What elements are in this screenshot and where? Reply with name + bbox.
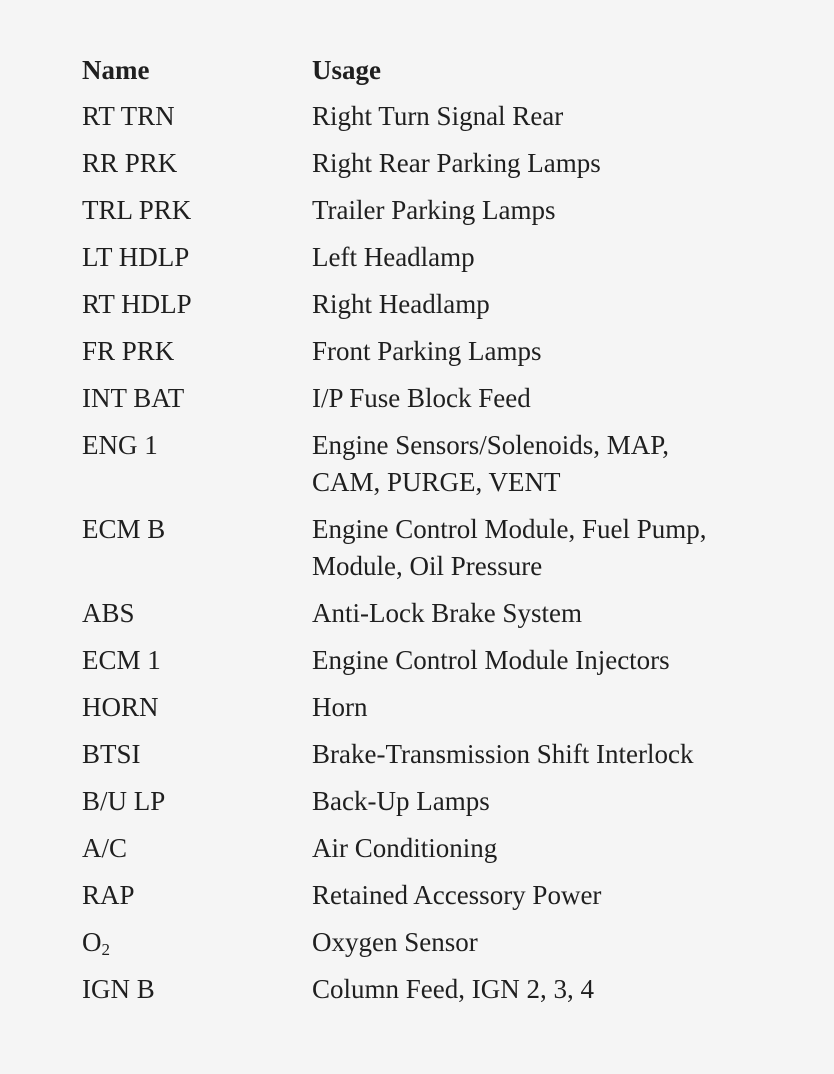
- fuse-usage-line: Module, Oil Pressure: [312, 551, 543, 581]
- fuse-usage: I/P Fuse Block Feed: [312, 383, 531, 413]
- fuse-name: ABS: [82, 598, 135, 628]
- fuse-name: ECM 1: [82, 645, 161, 675]
- fuse-usage: Horn: [312, 692, 368, 722]
- table-row: [82, 98, 822, 145]
- fuse-name-base: O: [82, 927, 102, 957]
- fuse-name: ENG 1: [82, 430, 158, 460]
- fuse-name: B/U LP: [82, 786, 166, 816]
- fuse-usage: Air Conditioning: [312, 833, 498, 863]
- fuse-usage: Column Feed, IGN 2, 3, 4: [312, 974, 594, 1004]
- fuse-usage: Anti-Lock Brake System: [312, 598, 582, 628]
- fuse-usage: Engine Control Module Injectors: [312, 645, 670, 675]
- fuse-usage: Right Turn Signal Rear: [312, 101, 564, 131]
- fuse-name: FR PRK: [82, 336, 175, 366]
- fuse-name: RR PRK: [82, 148, 178, 178]
- fuse-usage: [312, 427, 822, 501]
- fuse-usage-line: Engine Control Module, Fuel Pump,: [312, 514, 707, 544]
- fuse-name: TRL PRK: [82, 195, 192, 225]
- fuse-name: RT HDLP: [82, 289, 192, 319]
- table-row: [82, 924, 822, 971]
- usage-column-header: Usage: [312, 55, 381, 85]
- fuse-usage: Trailer Parking Lamps: [312, 195, 556, 225]
- fuse-usage-line: CAM, PURGE, VENT: [312, 467, 561, 497]
- table-row: [82, 877, 822, 924]
- table-row: [82, 427, 822, 511]
- table-header-row: [82, 52, 822, 98]
- fuse-name: RT TRN: [82, 101, 175, 131]
- fuse-name: BTSI: [82, 739, 141, 769]
- table-row: [82, 689, 822, 736]
- table-row: [82, 286, 822, 333]
- fuse-usage: Retained Accessory Power: [312, 880, 602, 910]
- table-row: [82, 333, 822, 380]
- table-row: [82, 971, 822, 1018]
- fuse-name: INT BAT: [82, 383, 185, 413]
- table-row: [82, 783, 822, 830]
- fuse-usage: Back-Up Lamps: [312, 786, 490, 816]
- fuse-name: [82, 924, 312, 961]
- fuse-usage: [312, 511, 822, 585]
- fuse-name: RAP: [82, 880, 135, 910]
- fuse-name: ECM B: [82, 514, 166, 544]
- fuse-usage: Right Rear Parking Lamps: [312, 148, 601, 178]
- fuse-usage: Front Parking Lamps: [312, 336, 542, 366]
- table-row: [82, 595, 822, 642]
- fuse-usage-line: Engine Sensors/Solenoids, MAP,: [312, 430, 670, 460]
- name-column-header: Name: [82, 55, 150, 85]
- table-row: [82, 380, 822, 427]
- table-row: [82, 736, 822, 783]
- fuse-name: LT HDLP: [82, 242, 190, 272]
- fuse-name: IGN B: [82, 974, 155, 1004]
- table-row: [82, 642, 822, 689]
- table-row: [82, 192, 822, 239]
- table-row: [82, 511, 822, 595]
- table-row: [82, 145, 822, 192]
- table-row: [82, 830, 822, 877]
- fuse-usage-table: [82, 52, 822, 1018]
- fuse-usage: Oxygen Sensor: [312, 927, 478, 957]
- table-row: [82, 239, 822, 286]
- fuse-name-subscript: 2: [101, 940, 110, 959]
- fuse-usage: Left Headlamp: [312, 242, 475, 272]
- fuse-name: A/C: [82, 833, 128, 863]
- fuse-name: HORN: [82, 692, 159, 722]
- fuse-usage: Brake-Transmission Shift Interlock: [312, 739, 694, 769]
- fuse-usage: Right Headlamp: [312, 289, 490, 319]
